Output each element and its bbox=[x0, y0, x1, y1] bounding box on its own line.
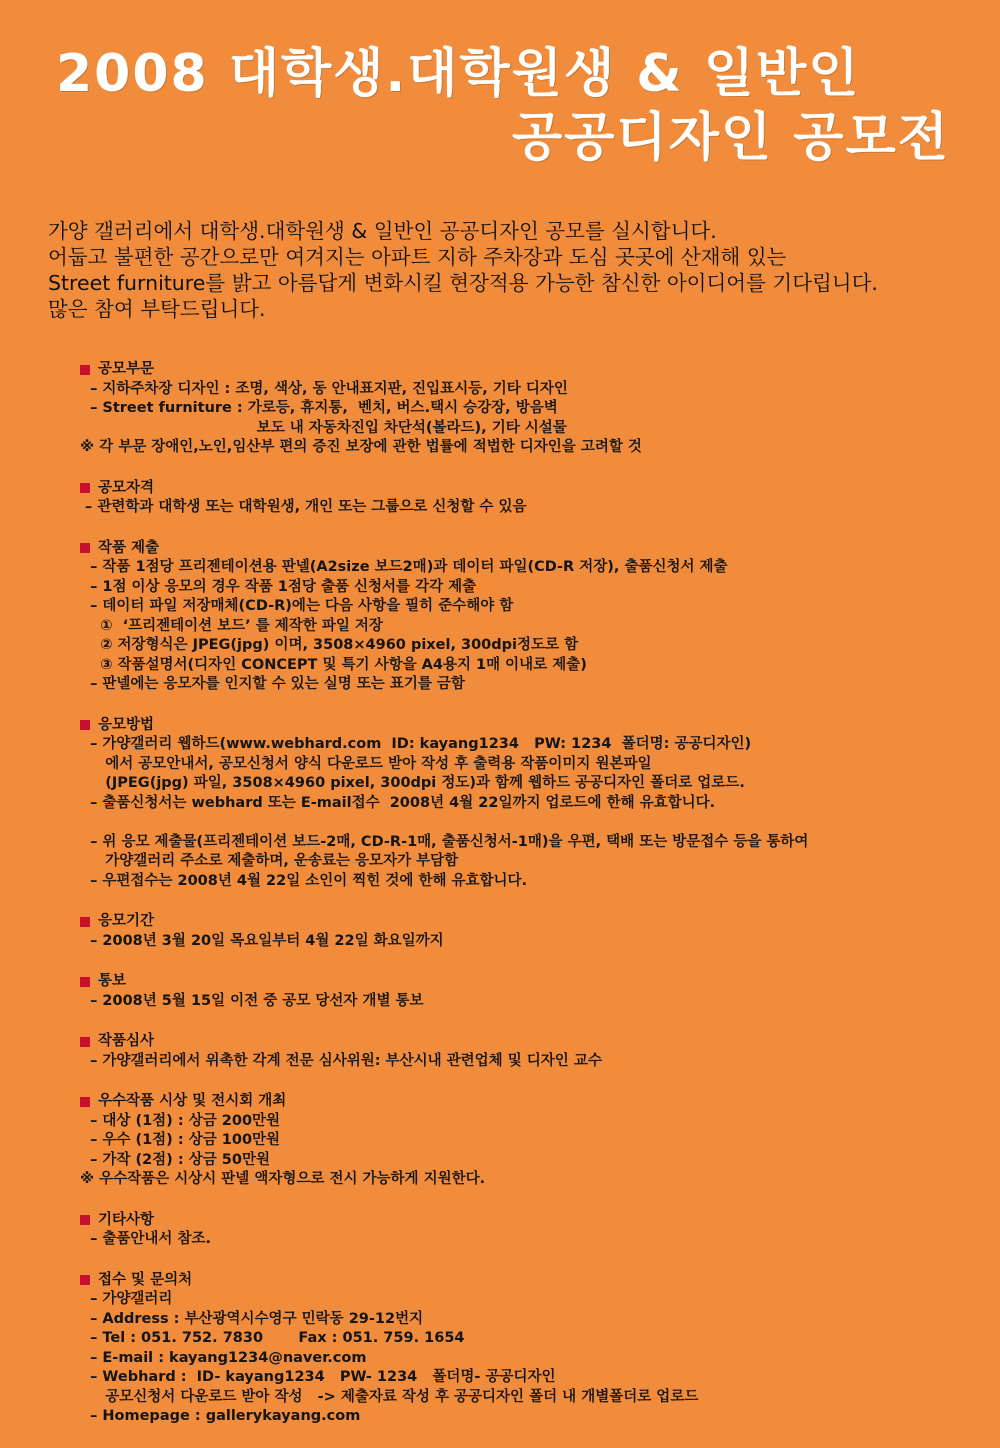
poster-title-line-1: 2008 대학생.대학원생 & 일반인 bbox=[56, 44, 861, 104]
section-heading-text: 공모자격 bbox=[98, 479, 155, 496]
section bbox=[80, 539, 980, 695]
section-line: – 가양갤러리 웹하드(www.webhard.com ID: kayang1234 PW: 1234 폴더명: 공공디자인) bbox=[80, 736, 752, 752]
section bbox=[80, 1092, 980, 1190]
section-line: 공모신청서 다운로드 받아 작성 -> 제출자료 작성 후 공공디자인 폴더 내 개별폴더로 업로드 bbox=[80, 1388, 699, 1405]
section-line: – 지하주차장 디자인 : 조명, 색상, 동 안내표지판, 진입표시등, 기타 디자인 bbox=[80, 380, 568, 397]
section-heading-text: 작품 제출 bbox=[98, 539, 160, 556]
section-heading bbox=[80, 972, 980, 992]
section-line: – 가양갤러리에서 위촉한 각계 전문 심사위원: 부산시내 관련업체 및 디자인 교수 bbox=[80, 1052, 602, 1069]
section bbox=[80, 1211, 980, 1250]
section-line: – 데이터 파일 저장매체(CD-R)에는 다음 사항을 필히 준수해야 함 bbox=[80, 598, 514, 614]
section-heading-text: 작품심사 bbox=[98, 1033, 155, 1049]
section-line: (JPEG(jpg) 파일, 3508×4960 pixel, 300dpi 정도)과 함께 웹하드 공공디자인 폴더로 업로드. bbox=[80, 775, 745, 791]
section-heading-text: 접수 및 문의처 bbox=[98, 1271, 193, 1288]
sections-list bbox=[80, 360, 980, 1448]
section-heading bbox=[80, 1271, 980, 1291]
section-line: – Homepage : gallerykayang.com bbox=[80, 1408, 361, 1424]
section-heading bbox=[80, 539, 980, 559]
section-line: ※ 각 부문 장애인,노인,임산부 편의 증진 보장에 관한 법률에 적법한 디자인을 고려할 것 bbox=[80, 439, 642, 455]
section-line: – E-mail : kayang1234@naver.com bbox=[80, 1349, 367, 1366]
section-line: – 가양갤러리 bbox=[80, 1291, 173, 1307]
section bbox=[80, 1032, 980, 1071]
section-heading bbox=[80, 479, 980, 499]
square-bullet-icon bbox=[80, 365, 90, 375]
section-line: – 2008년 5월 15일 이전 중 공모 당선자 개별 통보 bbox=[80, 992, 424, 1009]
section-line: – 위 응모 제출물(프리젠테이션 보드-2매, CD-R-1매, 출품신청서-1매)을 우편, 택배 또는 방문접수 등을 통하여 bbox=[80, 833, 809, 850]
intro-line: 많은 참여 부탁드립니다. bbox=[48, 297, 266, 321]
section bbox=[80, 1271, 980, 1427]
section bbox=[80, 360, 980, 458]
section-line: 보도 내 자동차진입 차단석(볼라드), 기타 시설물 bbox=[80, 419, 567, 436]
section-heading bbox=[80, 360, 980, 380]
section bbox=[80, 716, 980, 892]
section-line: – Street furniture : 가로등, 휴지통, 벤치, 버스.택시 승강장, 방음벽 bbox=[80, 400, 558, 416]
section-line: – 1점 이상 응모의 경우 작품 1점당 출품 신청서를 각각 제출 bbox=[80, 578, 477, 595]
section-line: – 우수 (1점) : 상금 100만원 bbox=[80, 1132, 281, 1148]
square-bullet-icon bbox=[80, 1215, 90, 1225]
square-bullet-icon bbox=[80, 543, 90, 553]
section-heading-text: 응모방법 bbox=[98, 716, 155, 733]
section-line: 에서 공모안내서, 공모신청서 양식 다운로드 받아 작성 후 출력용 작품이미지 원본파일 bbox=[80, 755, 652, 772]
square-bullet-icon bbox=[80, 720, 90, 730]
square-bullet-icon bbox=[80, 977, 90, 987]
section-line: – Address : 부산광역시수영구 민락동 29-12번지 bbox=[80, 1310, 424, 1327]
section-line: – 우편접수는 2008년 4월 22일 소인이 찍힌 것에 한해 유효합니다. bbox=[80, 872, 528, 889]
section-line: – 작품 1점당 프리젠테이션용 판넬(A2size 보드2매)과 데이터 파일(CD-R 저장), 출품신청서 제출 bbox=[80, 559, 728, 575]
intro-line: 어둡고 불편한 공간으로만 여겨지는 아파트 지하 주차장과 도심 곳곳에 산재해 있는 bbox=[48, 245, 787, 269]
square-bullet-icon bbox=[80, 917, 90, 927]
section-line: – 출품안내서 참조. bbox=[80, 1231, 211, 1247]
section bbox=[80, 972, 980, 1011]
section-line: 가양갤러리 주소로 제출하며, 운송료는 응모자가 부담함 bbox=[80, 853, 459, 869]
section-line: ※ 우수작품은 시상시 판넬 액자형으로 전시 가능하게 지원한다. bbox=[80, 1171, 486, 1187]
section-heading bbox=[80, 1092, 980, 1112]
square-bullet-icon bbox=[80, 1097, 90, 1107]
section-heading bbox=[80, 716, 980, 736]
section-line: – 2008년 3월 20일 목요일부터 4월 22일 화요일까지 bbox=[80, 932, 444, 949]
section-heading-text: 통보 bbox=[98, 973, 127, 989]
section-line: – 출품신청서는 webhard 또는 E-mail접수 2008년 4월 22일까지 업로드에 한해 유효합니다. bbox=[80, 794, 716, 811]
section-heading bbox=[80, 1032, 980, 1052]
section bbox=[80, 479, 980, 518]
section-line: – Tel : 051. 752. 7830 Fax : 051. 759. 1654 bbox=[80, 1330, 465, 1346]
section-line: – 판넬에는 응모자를 인지할 수 있는 실명 또는 표기를 금함 bbox=[80, 676, 465, 692]
intro-paragraph bbox=[48, 218, 978, 322]
section-line bbox=[80, 813, 980, 833]
section-heading-text: 우수작품 시상 및 전시회 개최 bbox=[98, 1093, 287, 1109]
square-bullet-icon bbox=[80, 483, 90, 493]
section-line: – 대상 (1점) : 상금 200만원 bbox=[80, 1112, 281, 1129]
section-line: ① ‘프리젠테이션 보드’ 를 제작한 파일 저장 bbox=[80, 617, 383, 634]
section-heading bbox=[80, 1211, 980, 1231]
section-heading bbox=[80, 912, 980, 932]
poster-title-line-2: 공공디자인 공모전 bbox=[512, 108, 950, 168]
section-line: ③ 작품설명서(디자인 CONCEPT 및 특기 사항을 A4용지 1매 이내로 제출) bbox=[80, 656, 587, 673]
section-heading-text: 기타사항 bbox=[98, 1211, 155, 1228]
square-bullet-icon bbox=[80, 1037, 90, 1047]
section-heading-text: 공모부문 bbox=[98, 361, 155, 377]
section-line: – Webhard : ID- kayang1234 PW- 1234 폴더명- 공공디자인 bbox=[80, 1369, 556, 1385]
section-line: – 관련학과 대학생 또는 대학원생, 개인 또는 그룹으로 신청할 수 있음 bbox=[80, 499, 527, 515]
section-line: – 가작 (2점) : 상금 50만원 bbox=[80, 1151, 270, 1168]
intro-line: Street furniture를 밝고 아름답게 변화시킬 현장적용 가능한 참신한 아이디어를 기다립니다. bbox=[48, 271, 878, 295]
intro-line: 가양 갤러리에서 대학생.대학원생 & 일반인 공공디자인 공모를 실시합니다. bbox=[48, 219, 717, 243]
section-line: ② 저장형식은 JPEG(jpg) 이며, 3508×4960 pixel, 300dpi정도로 함 bbox=[80, 637, 579, 653]
square-bullet-icon bbox=[80, 1275, 90, 1285]
section-heading-text: 응모기간 bbox=[98, 913, 155, 929]
section bbox=[80, 912, 980, 951]
